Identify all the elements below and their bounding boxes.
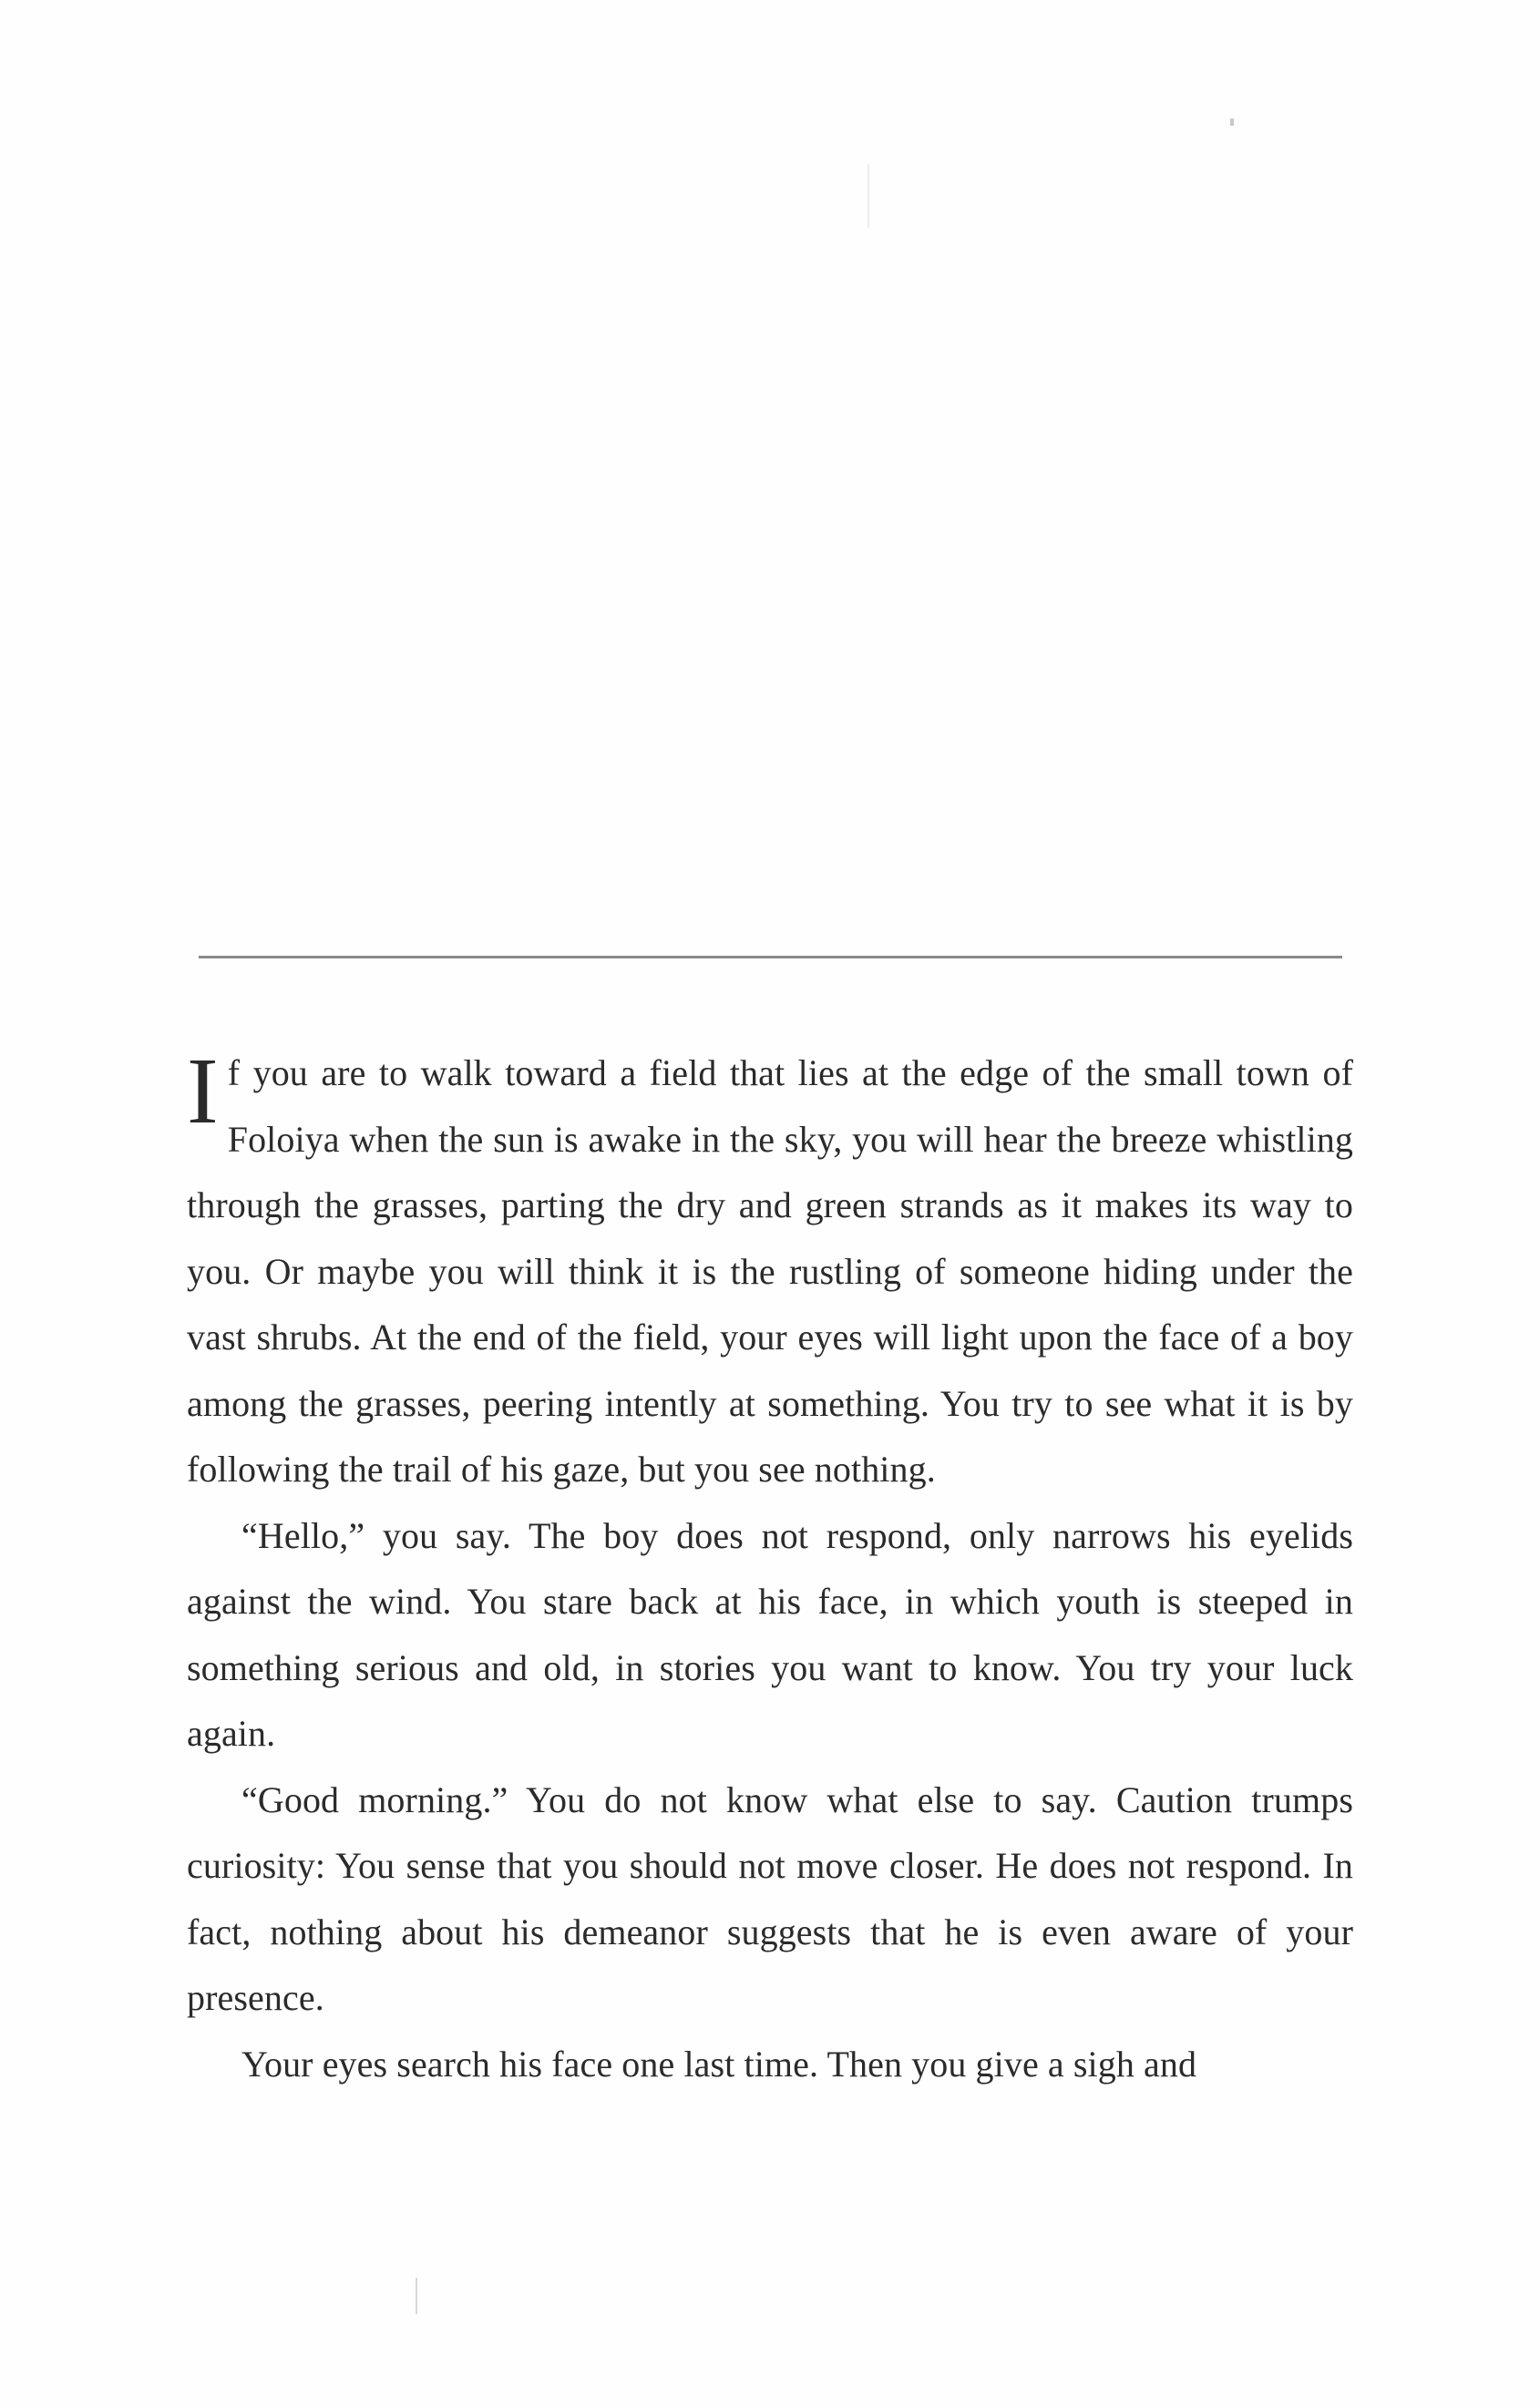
drop-cap-letter: I <box>187 1039 219 1143</box>
paragraph-last-look: Your eyes search his face one last time. Then you give a sigh and <box>241 2043 1197 2085</box>
scan-speck <box>868 164 869 228</box>
scan-speck <box>416 2278 417 2314</box>
paragraph-good-morning: “Good morning.” You do not know what else to say. Caution trumps curiosity: You sense that you should not move closer. He does not respond. In fact, nothing about his demeanor suggests that he is even aware of your presence. <box>187 1778 1353 2018</box>
paragraph-hello: “Hello,” you say. The boy does not respond, only narrows his eyelids against the wind. You stare back at his face, in which youth is steeped in something serious and old, in stories you want to know. You try your luck again. <box>187 1514 1353 1754</box>
chapter-body-text <box>187 1040 1353 2097</box>
opening-paragraph-text: f you are to walk toward a field that lies at the edge of the small town of Foloiya when the sun is awake in the sky, you will hear the breeze whistling through the grasses, parting the dry and green strands as it makes its way to you. Or maybe you will think it is the rustling of someone hiding under the vast shrubs. At the end of the field, your eyes will light upon the face of a boy among the grasses, peering intently at something. You try to see what it is by following the trail of his gaze, but you see nothing. <box>187 1052 1353 1490</box>
scan-speck <box>1230 118 1234 126</box>
chapter-divider-line <box>199 956 1342 958</box>
opening-paragraph <box>187 1040 1353 1503</box>
